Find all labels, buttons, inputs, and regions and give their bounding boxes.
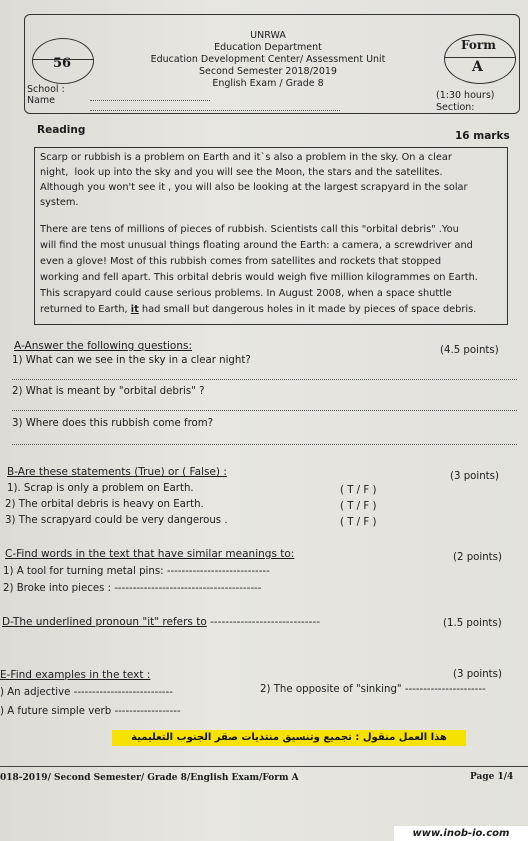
passage-line: system.: [40, 197, 79, 208]
passage-line: There are tens of millions of pieces of rubbish. Scientists call this "orbital debris" .You: [40, 224, 459, 235]
answer-line-a1[interactable]: [12, 379, 517, 380]
passage-text: had small but dangerous holes in it made by pieces of space debris.: [138, 304, 477, 315]
passage-line: Although you won't see it , you will also be looking at the largest scrapyard in the solar: [40, 182, 468, 193]
site-watermark: www.inob-io.com: [394, 826, 528, 841]
score-value: 56: [53, 56, 72, 71]
name-label: Name: [27, 95, 56, 106]
section-b-points: (3 points): [450, 471, 499, 482]
form-value: A: [472, 59, 483, 75]
question-e1[interactable]: ) An adjective ---------------------------: [0, 687, 173, 698]
forum-banner: هذا العمل منقول : تجميع وتنسيق منتديات صقر الجنوب التعليمية: [112, 730, 466, 746]
section-d-points: (1.5 points): [443, 618, 502, 629]
question-e2[interactable]: 2) The opposite of "sinking" ----------------------: [260, 684, 486, 695]
duration: (1:30 hours): [436, 90, 495, 101]
passage-line: This scrapyard could cause serious problems. In August 2008, when a space shuttle: [40, 288, 452, 299]
question-c2[interactable]: 2) Broke into pieces : ----------------------------------------: [3, 583, 262, 594]
passage-line: night, look up into the sky and you will see the Moon, the stars and the satellites.: [40, 167, 443, 178]
statement-b3: 3) The scrapyard could be very dangerous .: [5, 515, 228, 526]
true-false-choice[interactable]: ( T / F ): [340, 517, 377, 528]
section-e-title: E-Find examples in the text :: [0, 669, 151, 681]
section-d-answer-line[interactable]: -----------------------------: [206, 616, 320, 628]
question-e3[interactable]: ) A future simple verb ------------------: [0, 706, 181, 717]
statement-b1: 1). Scrap is only a problem on Earth.: [7, 483, 194, 494]
header-semester: Second Semester 2018/2019: [199, 66, 337, 77]
section-b-title: B-Are these statements (True) or ( False) :: [7, 466, 227, 478]
underlined-pronoun: it: [130, 304, 139, 315]
answer-line-a3[interactable]: [12, 444, 517, 445]
passage-line: Scarp or rubbish is a problem on Earth and it`s also a problem in the sky. On a clear: [40, 152, 452, 163]
question-a3: 3) Where does this rubbish come from?: [12, 418, 214, 429]
page-number: Page 1/4: [470, 772, 514, 782]
header-center: Education Development Center/ Assessment Unit: [150, 54, 386, 65]
answer-line-a2[interactable]: [12, 410, 517, 411]
section-label: Section:: [436, 102, 475, 113]
section-a-title: A-Answer the following questions:: [14, 340, 193, 352]
question-c1[interactable]: 1) A tool for turning metal pins: ----------------------------: [3, 566, 270, 577]
section-c-title: C-Find words in the text that have similar meanings to:: [5, 548, 295, 560]
header-exam: English Exam / Grade 8: [212, 78, 324, 89]
name-dotline-2: [90, 110, 340, 111]
section-e-points: (3 points): [453, 669, 502, 680]
section-a-points: (4.5 points): [440, 345, 499, 356]
section-d-title: D-The underlined pronoun "it" refers to: [2, 616, 207, 628]
true-false-choice[interactable]: ( T / F ): [340, 485, 377, 496]
form-label: Form: [461, 38, 496, 52]
section-c-points: (2 points): [453, 552, 502, 563]
name-dotline: [90, 100, 210, 101]
form-divider: [444, 57, 516, 58]
header-org: UNRWA: [250, 30, 286, 41]
passage-text: returned to Earth,: [40, 304, 131, 315]
header-dept: Education Department: [214, 42, 322, 53]
school-label: School :: [27, 84, 65, 95]
question-a2: 2) What is meant by "orbital debris" ?: [12, 386, 205, 397]
reading-marks: 16 marks: [455, 130, 510, 142]
passage-line: even a glove! Most of this rubbish comes from satellites and rockets that stopped: [40, 256, 442, 267]
passage-last-line: [40, 302, 476, 318]
passage-line: will find the most unusual things floating around the Earth: a camera, a screwdriver and: [40, 240, 473, 251]
section-d-row: [2, 616, 320, 628]
reading-title: Reading: [37, 124, 86, 136]
footer-rule: [0, 766, 528, 767]
passage-line: working and fell apart. This orbital debris would weigh five million kilogrammes on Earth.: [40, 272, 478, 283]
statement-b2: 2) The orbital debris is heavy on Earth.: [5, 499, 204, 510]
true-false-choice[interactable]: ( T / F ): [340, 501, 377, 512]
footer-text: 018-2019/ Second Semester/ Grade 8/English Exam/Form A: [0, 773, 299, 783]
question-a1: 1) What can we see in the sky in a clear night?: [12, 355, 251, 366]
